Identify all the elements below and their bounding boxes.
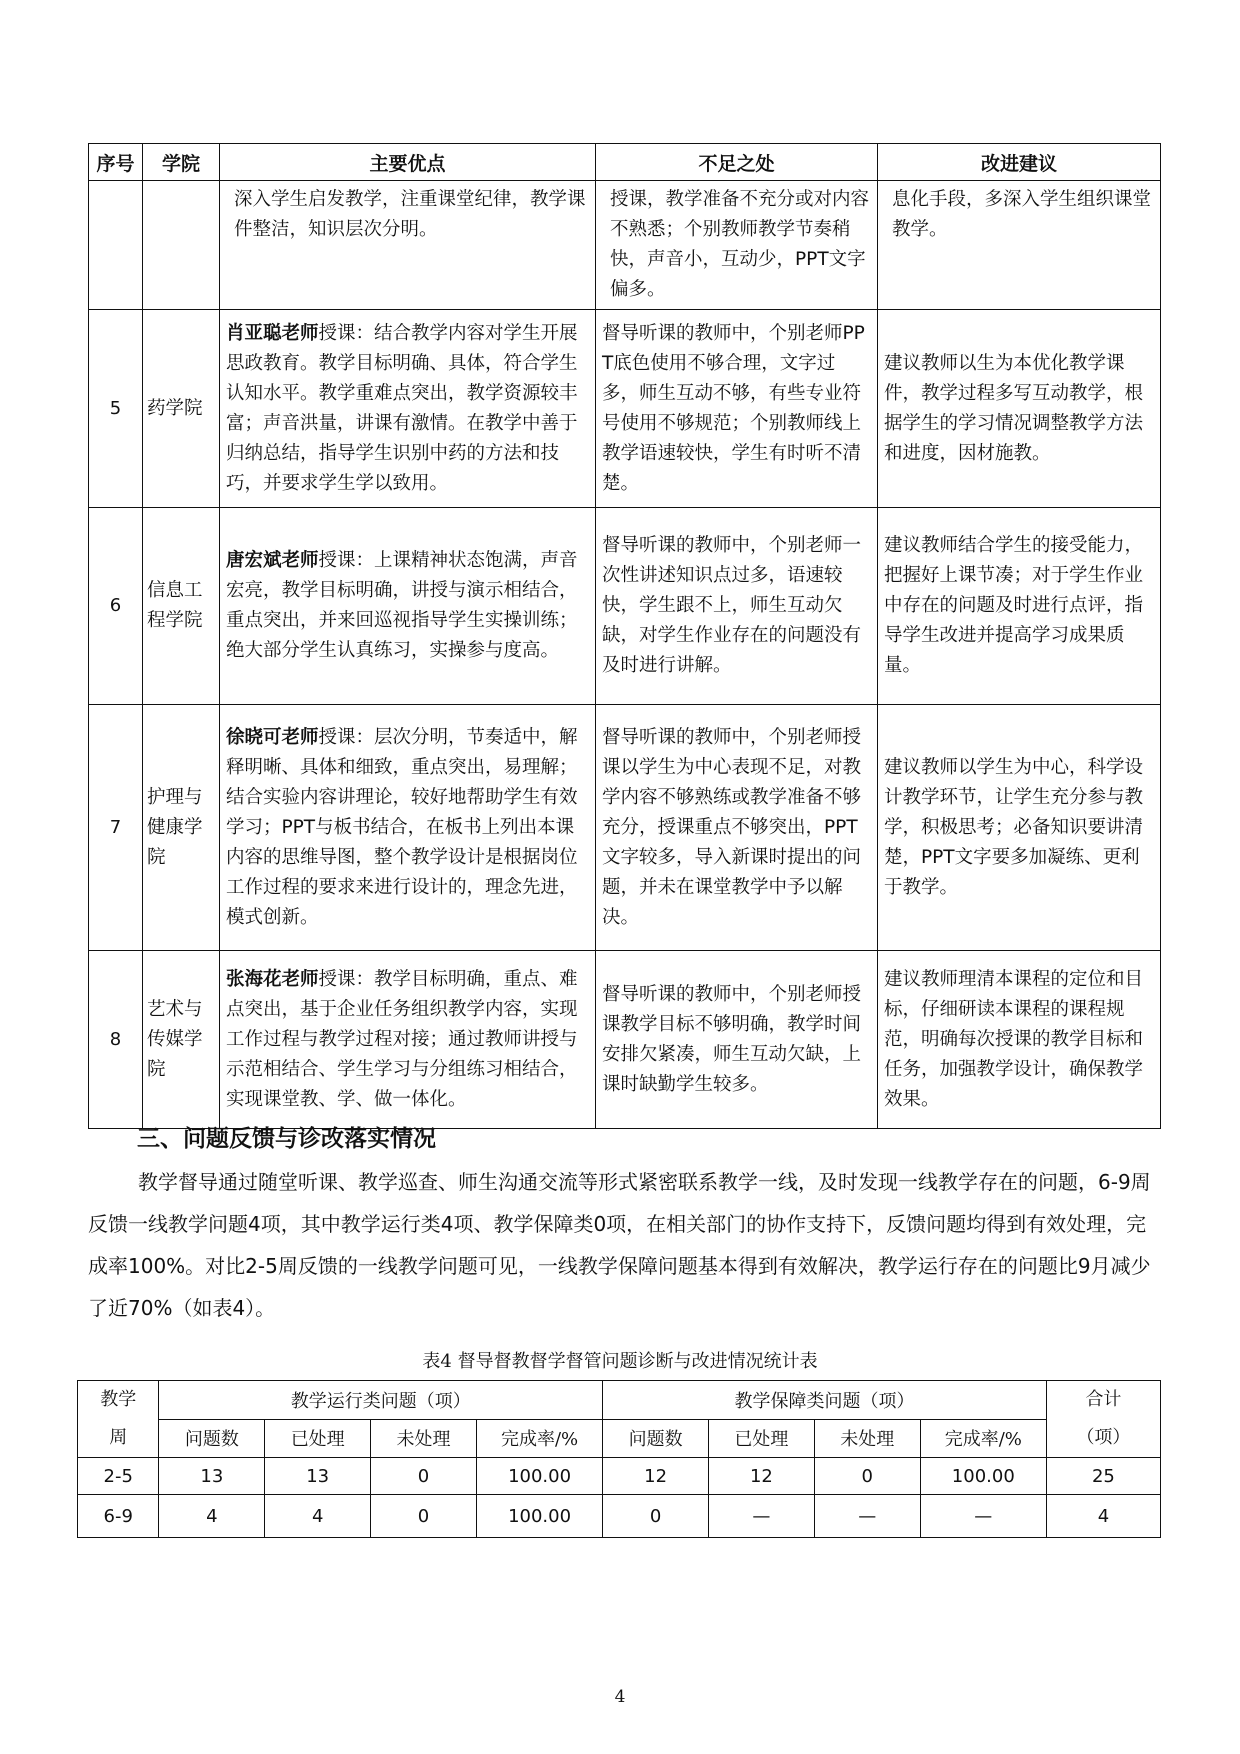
stats-subheader-row bbox=[78, 1419, 1161, 1458]
cell-total: 4 bbox=[1046, 1495, 1160, 1538]
strengths-text: 授课：层次分明，节奏适中，解释明晰、具体和细致，重点突出，易理解；结合实验内容讲理论，较好地帮助学生有效学习；PPT与板书结合，在板书上列出本课内容的思维导图，整个教学设计是根据岗位工作过程的要求来进行设计的，理念先进，模式创新。 bbox=[226, 726, 578, 928]
row-suggestions: 建议教师结合学生的接受能力，把握好上课节凑；对于学生作业中存在的问题及时进行点评，指导学生改进并提高学习成果质量。 bbox=[878, 508, 1161, 705]
row-weaknesses: 督导听课的教师中，个别老师一次性讲述知识点过多，语速较快，学生跟不上，师生互动欠缺，对学生作业存在的问题没有及时进行讲解。 bbox=[596, 508, 878, 705]
strengths-text: 授课：结合教学内容对学生开展思政教育。教学目标明确、具体，符合学生认知水平。教学重难点突出，教学资源较丰富；声音洪量，讲课有激情。在教学中善于归纳总结，指导学生识别中药的方法和技巧，并要求学生学以致用。 bbox=[226, 322, 578, 494]
header-group-run: 教学运行类问题（项） bbox=[159, 1381, 603, 1420]
cell-week: 6-9 bbox=[78, 1495, 159, 1538]
cell-run-rate: 100.00 bbox=[476, 1458, 602, 1495]
header-total: 合计（项） bbox=[1046, 1381, 1160, 1458]
row-strengths bbox=[220, 310, 596, 508]
cell-week: 2-5 bbox=[78, 1458, 159, 1495]
section-heading: 三、问题反馈与诊改落实情况 bbox=[137, 1126, 436, 1152]
cell-support-count: 0 bbox=[603, 1495, 709, 1538]
row-weaknesses: 授课，教学准备不充分或对内容不熟悉；个别教师教学节奏稍快，声音小，互动少，PPT文字偏多。 bbox=[596, 181, 878, 310]
row-no bbox=[89, 181, 143, 310]
table-header-row bbox=[89, 144, 1161, 181]
teacher-name: 肖亚聪老师 bbox=[226, 322, 319, 344]
row-no: 8 bbox=[89, 951, 143, 1129]
header-strengths: 主要优点 bbox=[220, 144, 596, 181]
header-suggestions: 改进建议 bbox=[878, 144, 1161, 181]
strengths-text: 授课：上课精神状态饱满，声音宏亮，教学目标明确，讲授与演示相结合，重点突出，并来回巡视指导学生实操训练；绝大部分学生认真练习，实操参与度高。 bbox=[226, 550, 578, 661]
row-suggestions: 建议教师以生为本优化教学课件，教学过程多写互动教学，根据学生的学习情况调整教学方法和进度，因材施教。 bbox=[878, 310, 1161, 508]
row-strengths: 深入学生启发教学，注重课堂纪律，教学课件整洁，知识层次分明。 bbox=[220, 181, 596, 310]
row-no: 7 bbox=[89, 705, 143, 951]
cell-support-rate: — bbox=[920, 1495, 1046, 1538]
row-no: 5 bbox=[89, 310, 143, 508]
cell-run-rate: 100.00 bbox=[476, 1495, 602, 1538]
teacher-name: 唐宏斌老师 bbox=[226, 550, 319, 571]
subheader-run-handled: 已处理 bbox=[265, 1419, 371, 1458]
subheader-run-rate: 完成率/% bbox=[476, 1419, 602, 1458]
row-college: 艺术与传媒学院 bbox=[143, 951, 220, 1129]
header-group-support: 教学保障类问题（项） bbox=[603, 1381, 1047, 1420]
row-college: 信息工程学院 bbox=[143, 508, 220, 705]
cell-support-count: 12 bbox=[603, 1458, 709, 1495]
page-number: 4 bbox=[614, 1687, 626, 1707]
row-weaknesses: 督导听课的教师中，个别老师PPT底色使用不够合理，文字过多，师生互动不够，有些专业符号使用不够规范；个别教师线上教学语速较快，学生有时听不清楚。 bbox=[596, 310, 878, 508]
subheader-support-unhandled: 未处理 bbox=[814, 1419, 920, 1458]
cell-support-handled: 12 bbox=[709, 1458, 815, 1495]
row-no: 6 bbox=[89, 508, 143, 705]
subheader-support-count: 问题数 bbox=[603, 1419, 709, 1458]
header-college: 学院 bbox=[143, 144, 220, 181]
header-week: 教学周 bbox=[78, 1381, 159, 1458]
teacher-name: 徐晓可老师 bbox=[226, 726, 319, 748]
table-row bbox=[89, 951, 1161, 1129]
table-row bbox=[89, 181, 1161, 310]
row-weaknesses: 督导听课的教师中，个别老师授课以学生为中心表现不足，对教学内容不够熟练或教学准备不够充分，授课重点不够突出，PPT文字较多，导入新课时提出的问题，并未在课堂教学中予以解决。 bbox=[596, 705, 878, 951]
table-row bbox=[89, 508, 1161, 705]
cell-run-count: 13 bbox=[159, 1458, 265, 1495]
body-paragraph: 教学督导通过随堂听课、教学巡查、师生沟通交流等形式紧密联系教学一线，及时发现一线教学存在的问题，6-9周反馈一线教学问题4项，其中教学运行类4项、教学保障类0项，在相关部门的协作支持下，反馈问题均得到有效处理，完成率100%。对比2-5周反馈的一线教学问题可见，一线教学保障问题基本得到有效解决，教学运行存在的问题比9月减少了近70%（如表4）。 bbox=[88, 1170, 1151, 1320]
teaching-review-table bbox=[88, 143, 1161, 1129]
row-suggestions: 建议教师理清本课程的定位和目标，仔细研读本课程的课程规范，明确每次授课的教学目标和任务，加强教学设计，确保教学效果。 bbox=[878, 951, 1161, 1129]
cell-run-unhandled: 0 bbox=[371, 1458, 477, 1495]
row-strengths bbox=[220, 951, 596, 1129]
cell-run-unhandled: 0 bbox=[371, 1495, 477, 1538]
problem-stats-table bbox=[77, 1380, 1161, 1538]
cell-run-handled: 13 bbox=[265, 1458, 371, 1495]
teacher-name: 张海花老师 bbox=[226, 968, 319, 990]
subheader-support-rate: 完成率/% bbox=[920, 1419, 1046, 1458]
cell-run-count: 4 bbox=[159, 1495, 265, 1538]
table-row bbox=[89, 310, 1161, 508]
row-strengths bbox=[220, 508, 596, 705]
subheader-run-count: 问题数 bbox=[159, 1419, 265, 1458]
table-row bbox=[78, 1495, 1161, 1538]
row-college: 护理与健康学院 bbox=[143, 705, 220, 951]
cell-total: 25 bbox=[1046, 1458, 1160, 1495]
cell-support-unhandled: 0 bbox=[814, 1458, 920, 1495]
row-weaknesses: 督导听课的教师中，个别老师授课教学目标不够明确，教学时间安排欠紧凑，师生互动欠缺，上课时缺勤学生较多。 bbox=[596, 951, 878, 1129]
row-college: 药学院 bbox=[143, 310, 220, 508]
row-suggestions: 息化手段，多深入学生组织课堂教学。 bbox=[878, 181, 1161, 310]
header-no: 序号 bbox=[89, 144, 143, 181]
cell-support-rate: 100.00 bbox=[920, 1458, 1046, 1495]
stats-header-row bbox=[78, 1381, 1161, 1420]
table-caption: 表4 督导督教督学督管问题诊断与改进情况统计表 bbox=[422, 1351, 818, 1372]
cell-support-handled: — bbox=[709, 1495, 815, 1538]
subheader-run-unhandled: 未处理 bbox=[371, 1419, 477, 1458]
row-strengths bbox=[220, 705, 596, 951]
row-college bbox=[143, 181, 220, 310]
subheader-support-handled: 已处理 bbox=[709, 1419, 815, 1458]
table-row bbox=[89, 705, 1161, 951]
cell-support-unhandled: — bbox=[814, 1495, 920, 1538]
header-weaknesses: 不足之处 bbox=[596, 144, 878, 181]
strengths-text: 授课：教学目标明确，重点、难点突出，基于企业任务组织教学内容，实现工作过程与教学过程对接；通过教师讲授与示范相结合、学生学习与分组练习相结合，实现课堂教、学、做一体化。 bbox=[226, 968, 578, 1110]
row-suggestions: 建议教师以学生为中心，科学设计教学环节，让学生充分参与教学，积极思考；必备知识要讲清楚，PPT文字要多加凝练、更利于教学。 bbox=[878, 705, 1161, 951]
cell-run-handled: 4 bbox=[265, 1495, 371, 1538]
table-row bbox=[78, 1458, 1161, 1495]
